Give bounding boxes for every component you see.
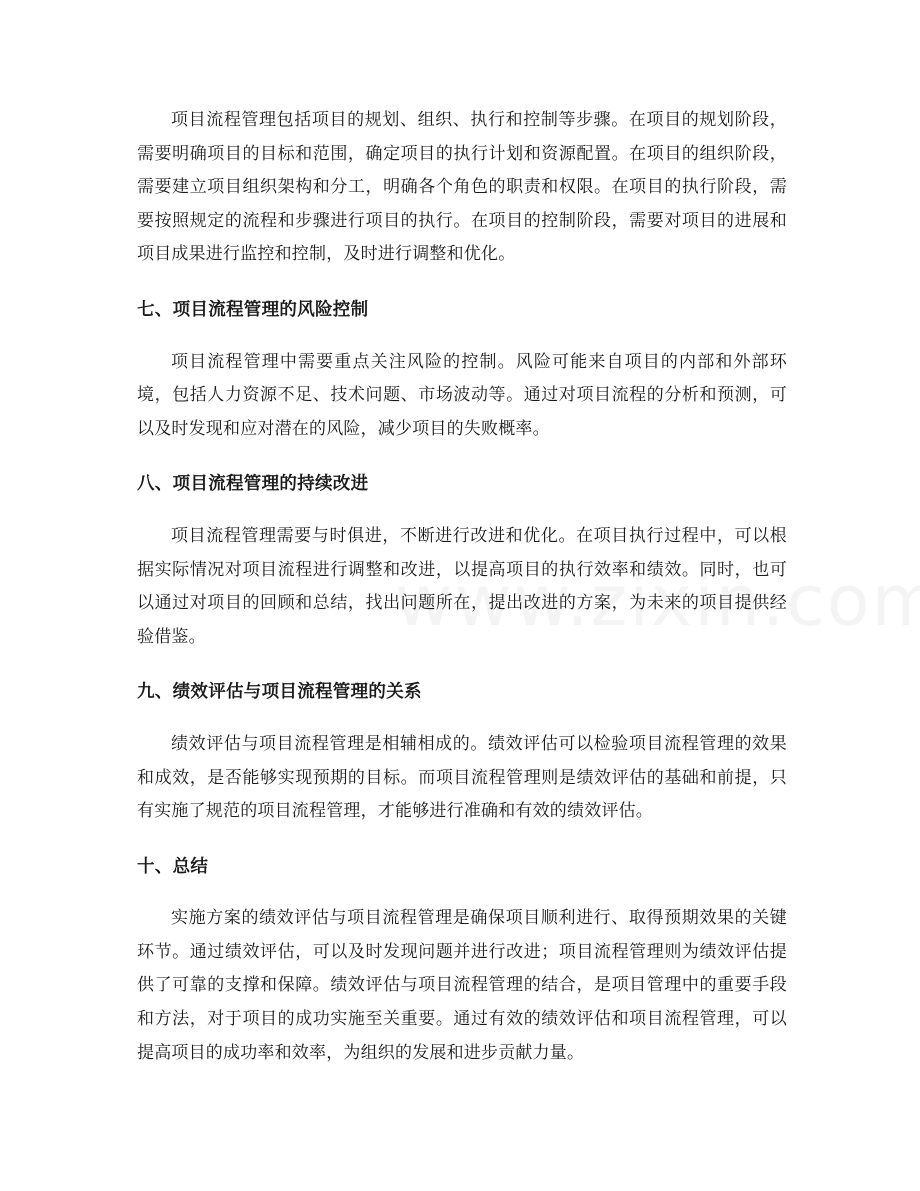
heading-continuous-improvement: 八、项目流程管理的持续改进 [137,474,369,495]
paragraph-summary: 实施方案的绩效评估与项目流程管理是确保项目顺利进行、取得预期效果的关键环节。通过绩效评估，可以及时发现问题并进行改进；项目流程管理则为绩效评估提供了可靠的支撑和保障。绩效评估与项目流程管理的结合，是项目管理中的重要手段和方法，对于项目的成功实施至关重要。通过有效的绩效评估和项目流程管理，可以提高项目的成功率和效率，为组织的发展和进步贡献力量。 [137,908,787,1063]
heading-risk-control: 七、项目流程管理的风险控制 [137,299,369,320]
heading-relationship: 九、绩效评估与项目流程管理的关系 [137,682,422,703]
paragraph-relationship: 绩效评估与项目流程管理是相辅相成的。绩效评估可以检验项目流程管理的效果和成效，是否能够实现预期的目标。而项目流程管理则是绩效评估的基础和前提，只有实施了规范的项目流程管理，才能够进行准确和有效的绩效评估。 [137,733,787,822]
paragraph-risk-control: 项目流程管理中需要重点关注风险的控制。风险可能来自项目的内部和外部环境，包括人力资源不足、技术问题、市场波动等。通过对项目流程的分析和预测，可以及时发现和应对潜在的风险，减少项目的失败概率。 [137,351,787,439]
paragraph-continuous-improvement: 项目流程管理需要与时俱进，不断进行改进和优化。在项目执行过程中，可以根据实际情况对项目流程进行调整和改进，以提高项目的执行效率和绩效。同时，也可以通过对项目的回顾和总结，找出问题所在，提出改进的方案，为未来的项目提供经验借鉴。 [137,525,787,647]
paragraph-process-steps: 项目流程管理包括项目的规划、组织、执行和控制等步骤。在项目的规划阶段，需要明确项目的目标和范围，确定项目的执行计划和资源配置。在项目的组织阶段，需要建立项目组织架构和分工，明确各个角色的职责和权限。在项目的执行阶段，需要按照规定的流程和步骤进行项目的执行。在项目的控制阶段，需要对项目的进展和项目成果进行监控和控制，及时进行调整和优化。 [137,110,787,265]
heading-summary: 十、总结 [137,856,209,877]
document-body [137,104,787,1070]
